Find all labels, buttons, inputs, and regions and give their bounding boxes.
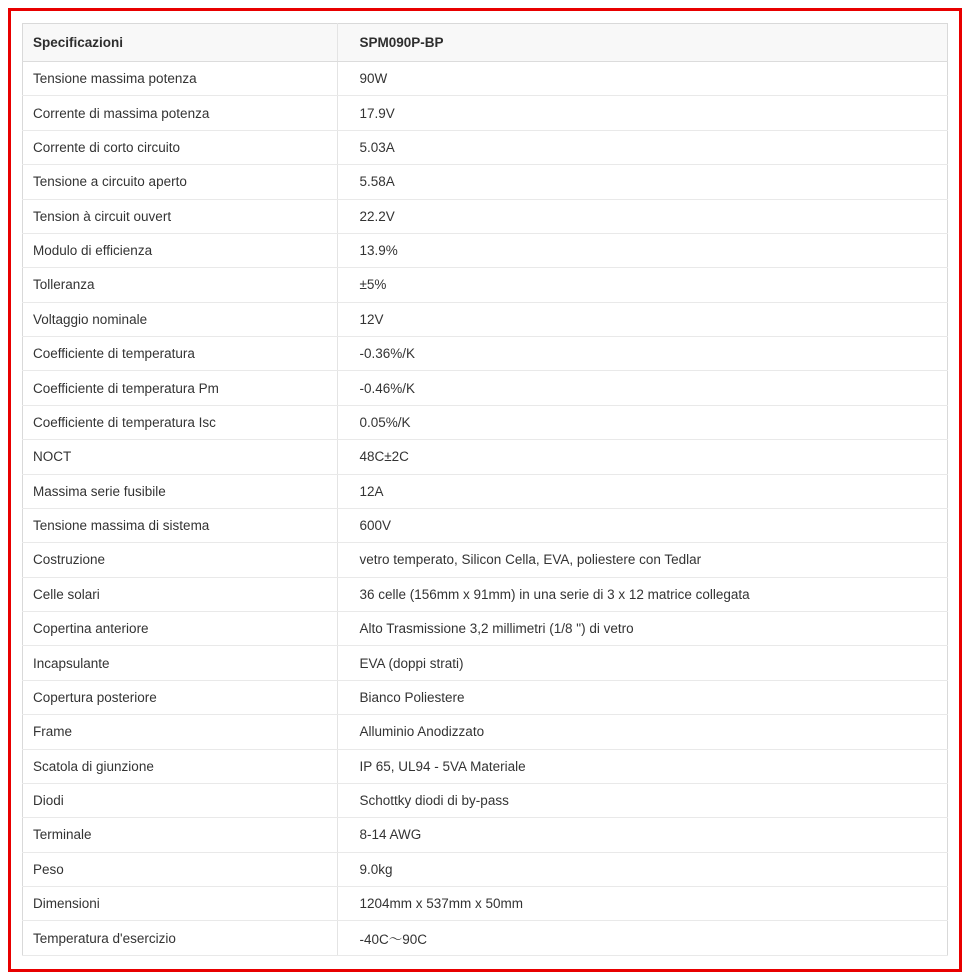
spec-label-cell: Incapsulante [23, 646, 338, 680]
table-row [23, 646, 948, 680]
table-row [23, 268, 948, 302]
spec-label-cell: Tensione a circuito aperto [23, 165, 338, 199]
table-row [23, 921, 948, 956]
spec-label-cell: Peso [23, 852, 338, 886]
spec-value-cell: 17.9V [337, 96, 948, 130]
spec-table-body [23, 62, 948, 956]
spec-label-cell: Coefficiente di temperatura [23, 337, 338, 371]
spec-label-cell: Tensione massima potenza [23, 62, 338, 96]
spec-value-cell: 5.03A [337, 130, 948, 164]
table-row [23, 302, 948, 336]
spec-value-cell: Schottky diodi di by-pass [337, 783, 948, 817]
table-row [23, 577, 948, 611]
spec-value-cell: 22.2V [337, 199, 948, 233]
spec-value-cell: 48C±2C [337, 440, 948, 474]
table-row [23, 508, 948, 542]
table-row [23, 371, 948, 405]
spec-label-cell: Corrente di corto circuito [23, 130, 338, 164]
table-row [23, 405, 948, 439]
table-row [23, 749, 948, 783]
table-row [23, 130, 948, 164]
spec-label-cell: Coefficiente di temperatura Isc [23, 405, 338, 439]
spec-value-cell: vetro temperato, Silicon Cella, EVA, poliestere con Tedlar [337, 543, 948, 577]
header-model: SPM090P-BP [337, 24, 948, 62]
spec-label-cell: Tolleranza [23, 268, 338, 302]
spec-value-cell: Bianco Poliestere [337, 680, 948, 714]
spec-value-cell: 12V [337, 302, 948, 336]
spec-value-cell: ±5% [337, 268, 948, 302]
spec-value-cell: 5.58A [337, 165, 948, 199]
spec-value-cell: 1204mm x 537mm x 50mm [337, 887, 948, 921]
table-row [23, 715, 948, 749]
spec-value-cell: IP 65, UL94 - 5VA Materiale [337, 749, 948, 783]
spec-value-cell: 90W [337, 62, 948, 96]
spec-value-cell: 8-14 AWG [337, 818, 948, 852]
spec-label-cell: Coefficiente di temperatura Pm [23, 371, 338, 405]
spec-value-cell: 36 celle (156mm x 91mm) in una serie di 3 x 12 matrice collegata [337, 577, 948, 611]
spec-value-cell: 0.05%/K [337, 405, 948, 439]
spec-label-cell: Frame [23, 715, 338, 749]
spec-value-cell: Alto Trasmissione 3,2 millimetri (1/8 ") di vetro [337, 612, 948, 646]
table-row [23, 199, 948, 233]
spec-label-cell: Copertura posteriore [23, 680, 338, 714]
table-row [23, 887, 948, 921]
table-row [23, 233, 948, 267]
spec-value-cell: 12A [337, 474, 948, 508]
spec-label-cell: Tension à circuit ouvert [23, 199, 338, 233]
spec-label-cell: Diodi [23, 783, 338, 817]
spec-label-cell: Tensione massima di sistema [23, 508, 338, 542]
specifications-table [22, 23, 948, 956]
table-row [23, 440, 948, 474]
table-row [23, 474, 948, 508]
spec-value-cell: EVA (doppi strati) [337, 646, 948, 680]
spec-label-cell: Temperatura d'esercizio [23, 921, 338, 956]
spec-value-cell: 600V [337, 508, 948, 542]
spec-label-cell: NOCT [23, 440, 338, 474]
spec-label-cell: Voltaggio nominale [23, 302, 338, 336]
spec-label-cell: Corrente di massima potenza [23, 96, 338, 130]
spec-value-cell: -40C〜90C [337, 921, 948, 956]
table-row [23, 337, 948, 371]
spec-label-cell: Celle solari [23, 577, 338, 611]
table-row [23, 680, 948, 714]
spec-value-cell: 9.0kg [337, 852, 948, 886]
table-header [23, 24, 948, 62]
table-row [23, 96, 948, 130]
table-row [23, 165, 948, 199]
spec-value-cell: -0.46%/K [337, 371, 948, 405]
spec-label-cell: Massima serie fusibile [23, 474, 338, 508]
header-row [23, 24, 948, 62]
spec-label-cell: Costruzione [23, 543, 338, 577]
spec-label-cell: Copertina anteriore [23, 612, 338, 646]
spec-label-cell: Scatola di giunzione [23, 749, 338, 783]
table-row [23, 852, 948, 886]
spec-value-cell: -0.36%/K [337, 337, 948, 371]
spec-label-cell: Terminale [23, 818, 338, 852]
spec-label-cell: Dimensioni [23, 887, 338, 921]
red-screenshot-frame [8, 8, 962, 972]
table-row [23, 62, 948, 96]
table-row [23, 612, 948, 646]
spec-value-cell: 13.9% [337, 233, 948, 267]
spec-label-cell: Modulo di efficienza [23, 233, 338, 267]
table-row [23, 818, 948, 852]
header-specifications: Specificazioni [23, 24, 338, 62]
table-row [23, 543, 948, 577]
table-row [23, 783, 948, 817]
spec-value-cell: Alluminio Anodizzato [337, 715, 948, 749]
